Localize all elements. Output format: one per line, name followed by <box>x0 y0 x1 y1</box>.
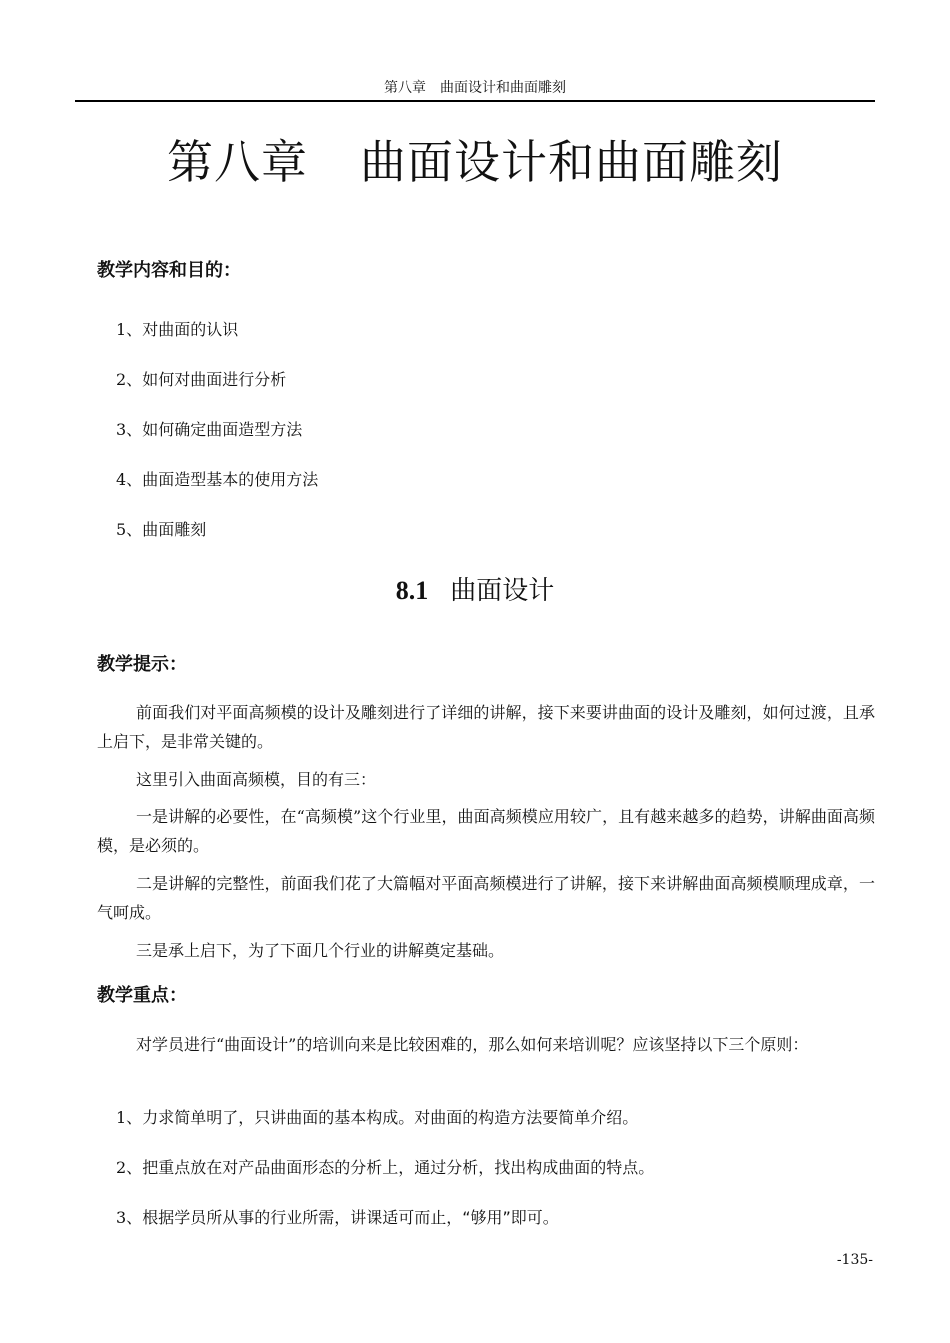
paragraph: 三是承上启下，为了下面几个行业的讲解奠定基础。 <box>136 941 505 960</box>
list-item-text: 曲面雕刻 <box>142 520 207 539</box>
list-item-number: 1、 <box>116 1108 143 1127</box>
list-item-text: 根据学员所从事的行业所需，讲课适可而止，“够用”即可。 <box>142 1208 559 1227</box>
list-item-number: 5、 <box>116 520 143 539</box>
section-number: 8.1 <box>395 576 429 605</box>
page-number: -135- <box>836 1252 873 1268</box>
section-title <box>75 572 875 610</box>
list-item <box>116 1156 654 1180</box>
paragraph: 前面我们对平面高频模的设计及雕刻进行了详细的讲解，接下来要讲曲面的设计及雕刻，如何过渡，且承上启下，是非常关键的。 <box>97 703 875 751</box>
list-item <box>116 1106 638 1130</box>
chapter-label: 第八章 <box>167 135 308 189</box>
list-item-number: 1、 <box>116 320 143 339</box>
teaching-focus-label: 教学重点： <box>97 985 187 1006</box>
paragraph: 这里引入曲面高频模，目的有三： <box>136 770 377 789</box>
teaching-content-label: 教学内容和目的： <box>97 260 241 281</box>
paragraph: 二是讲解的完整性，前面我们花了大篇幅对平面高频模进行了讲解，接下来讲解曲面高频模顺理成章，一气呵成。 <box>97 874 875 922</box>
list-item <box>116 318 238 342</box>
list-item <box>116 418 302 442</box>
section-title-text: 曲面设计 <box>450 576 555 606</box>
list-item-number: 2、 <box>116 1158 143 1177</box>
list-item-number: 3、 <box>116 1208 143 1227</box>
list-item <box>116 518 206 542</box>
running-header: 第八章 曲面设计和曲面雕刻 <box>384 80 566 96</box>
chapter-title-text: 曲面设计和曲面雕刻 <box>360 135 783 189</box>
list-item <box>116 368 286 392</box>
list-item <box>116 1206 559 1230</box>
list-item <box>116 468 318 492</box>
list-item-number: 3、 <box>116 420 143 439</box>
teaching-tips-label: 教学提示： <box>97 654 187 675</box>
list-item-number: 2、 <box>116 370 143 389</box>
list-item-text: 把重点放在对产品曲面形态的分析上，通过分析，找出构成曲面的特点。 <box>142 1158 655 1177</box>
list-item-text: 力求简单明了，只讲曲面的基本构成。对曲面的构造方法要简单介绍。 <box>142 1108 639 1127</box>
header-rule <box>75 100 875 102</box>
list-item-text: 如何对曲面进行分析 <box>142 370 287 389</box>
paragraph: 对学员进行“曲面设计”的培训向来是比较困难的，那么如何来培训呢？应该坚持以下三个原则： <box>136 1035 809 1054</box>
chapter-title <box>75 128 875 196</box>
list-item-number: 4、 <box>116 470 143 489</box>
paragraph: 一是讲解的必要性，在“高频模”这个行业里，曲面高频模应用较广，且有越来越多的趋势，讲解曲面高频模，是必须的。 <box>97 807 875 855</box>
list-item-text: 曲面造型基本的使用方法 <box>142 470 319 489</box>
list-item-text: 对曲面的认识 <box>142 320 239 339</box>
list-item-text: 如何确定曲面造型方法 <box>142 420 303 439</box>
